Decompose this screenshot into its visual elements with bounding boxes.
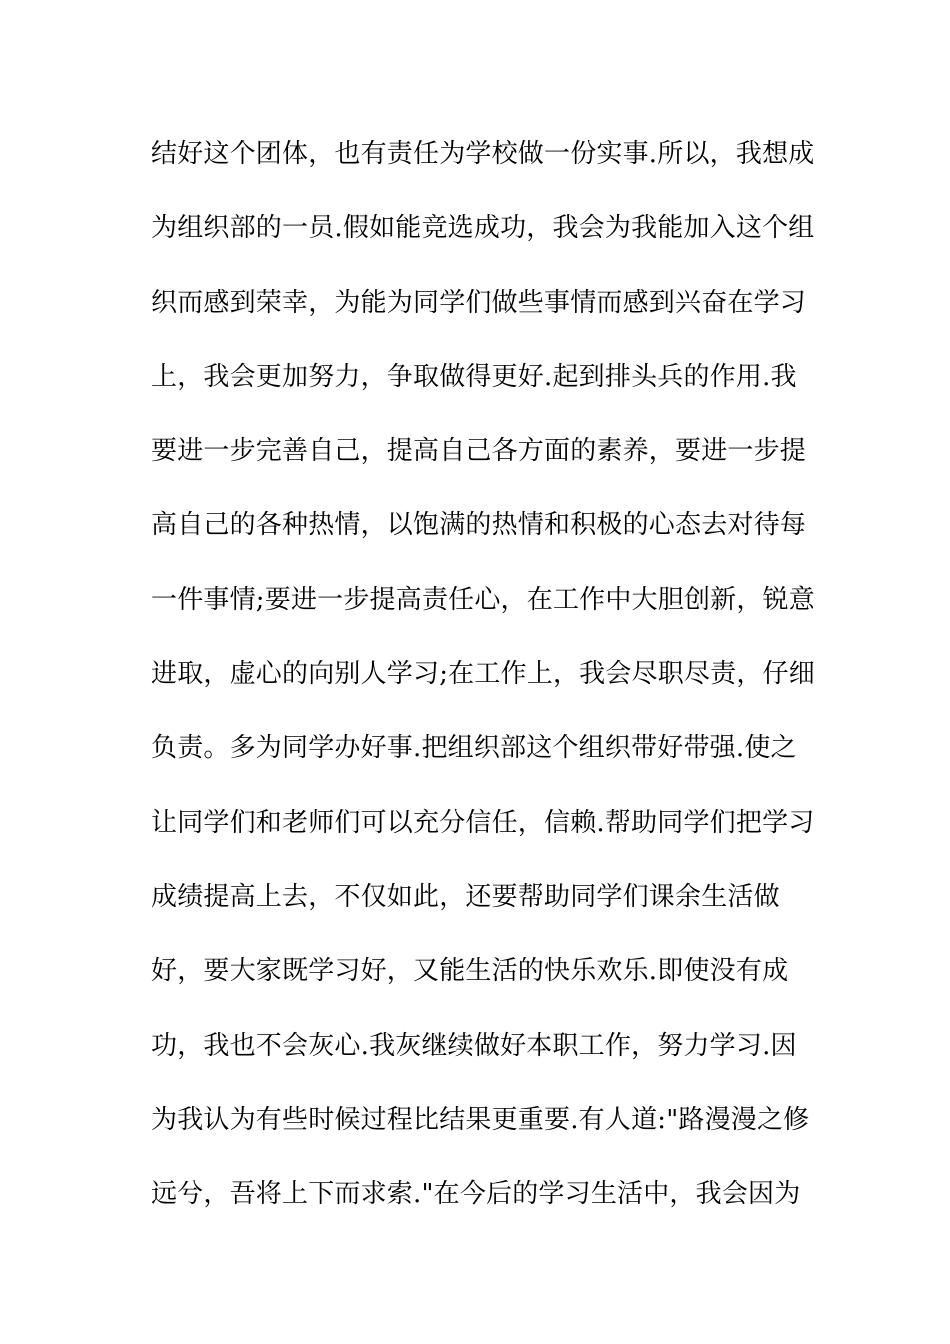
text-line: 让同学们和老师们可以充分信任，信赖.帮助同学们把学习 [151,807,815,838]
text-line: 要进一步完善自己，提高自己各方面的素养，要进一步提 [151,436,807,467]
text-line: 织而感到荣幸，为能为同学们做些事情而感到兴奋在学习 [151,287,807,318]
text-line: 功，我也不会灰心.我灰继续做好本职工作，努力学习.因 [151,1030,797,1061]
text-line: 好，要大家既学习好，又能生活的快乐欢乐.即使没有成 [151,956,789,987]
text-line: 为组织部的一员.假如能竞选成功，我会为我能加入这个组 [151,213,815,244]
text-line: 进取，虚心的向别人学习;在工作上，我会尽职尽责，仔细 [151,659,815,690]
body-text [151,128,815,1242]
text-line: 结好这个团体，也有责任为学校做一份实事.所以，我想成 [151,139,815,169]
text-line: 负责。多为同学办好事.把组织部这个组织带好带强.使之 [151,733,797,764]
text-line: 成绩提高上去，不仅如此，还要帮助同学们课余生活做 [151,881,780,912]
text-line: 为我认为有些时候过程比结果更重要.有人道:"路漫漫之修 [151,1104,810,1135]
text-line: 远兮，吾将上下而求索."在今后的学习生活中，我会因为 [151,1179,801,1210]
text-line: 上，我会更加努力，争取做得更好.起到排头兵的作用.我 [151,361,797,392]
text-line: 高自己的各种热情，以饱满的热情和积极的心态去对待每 [151,510,807,541]
text-line: 一件事情;要进一步提高责任心，在工作中大胆创新，锐意 [151,584,815,615]
